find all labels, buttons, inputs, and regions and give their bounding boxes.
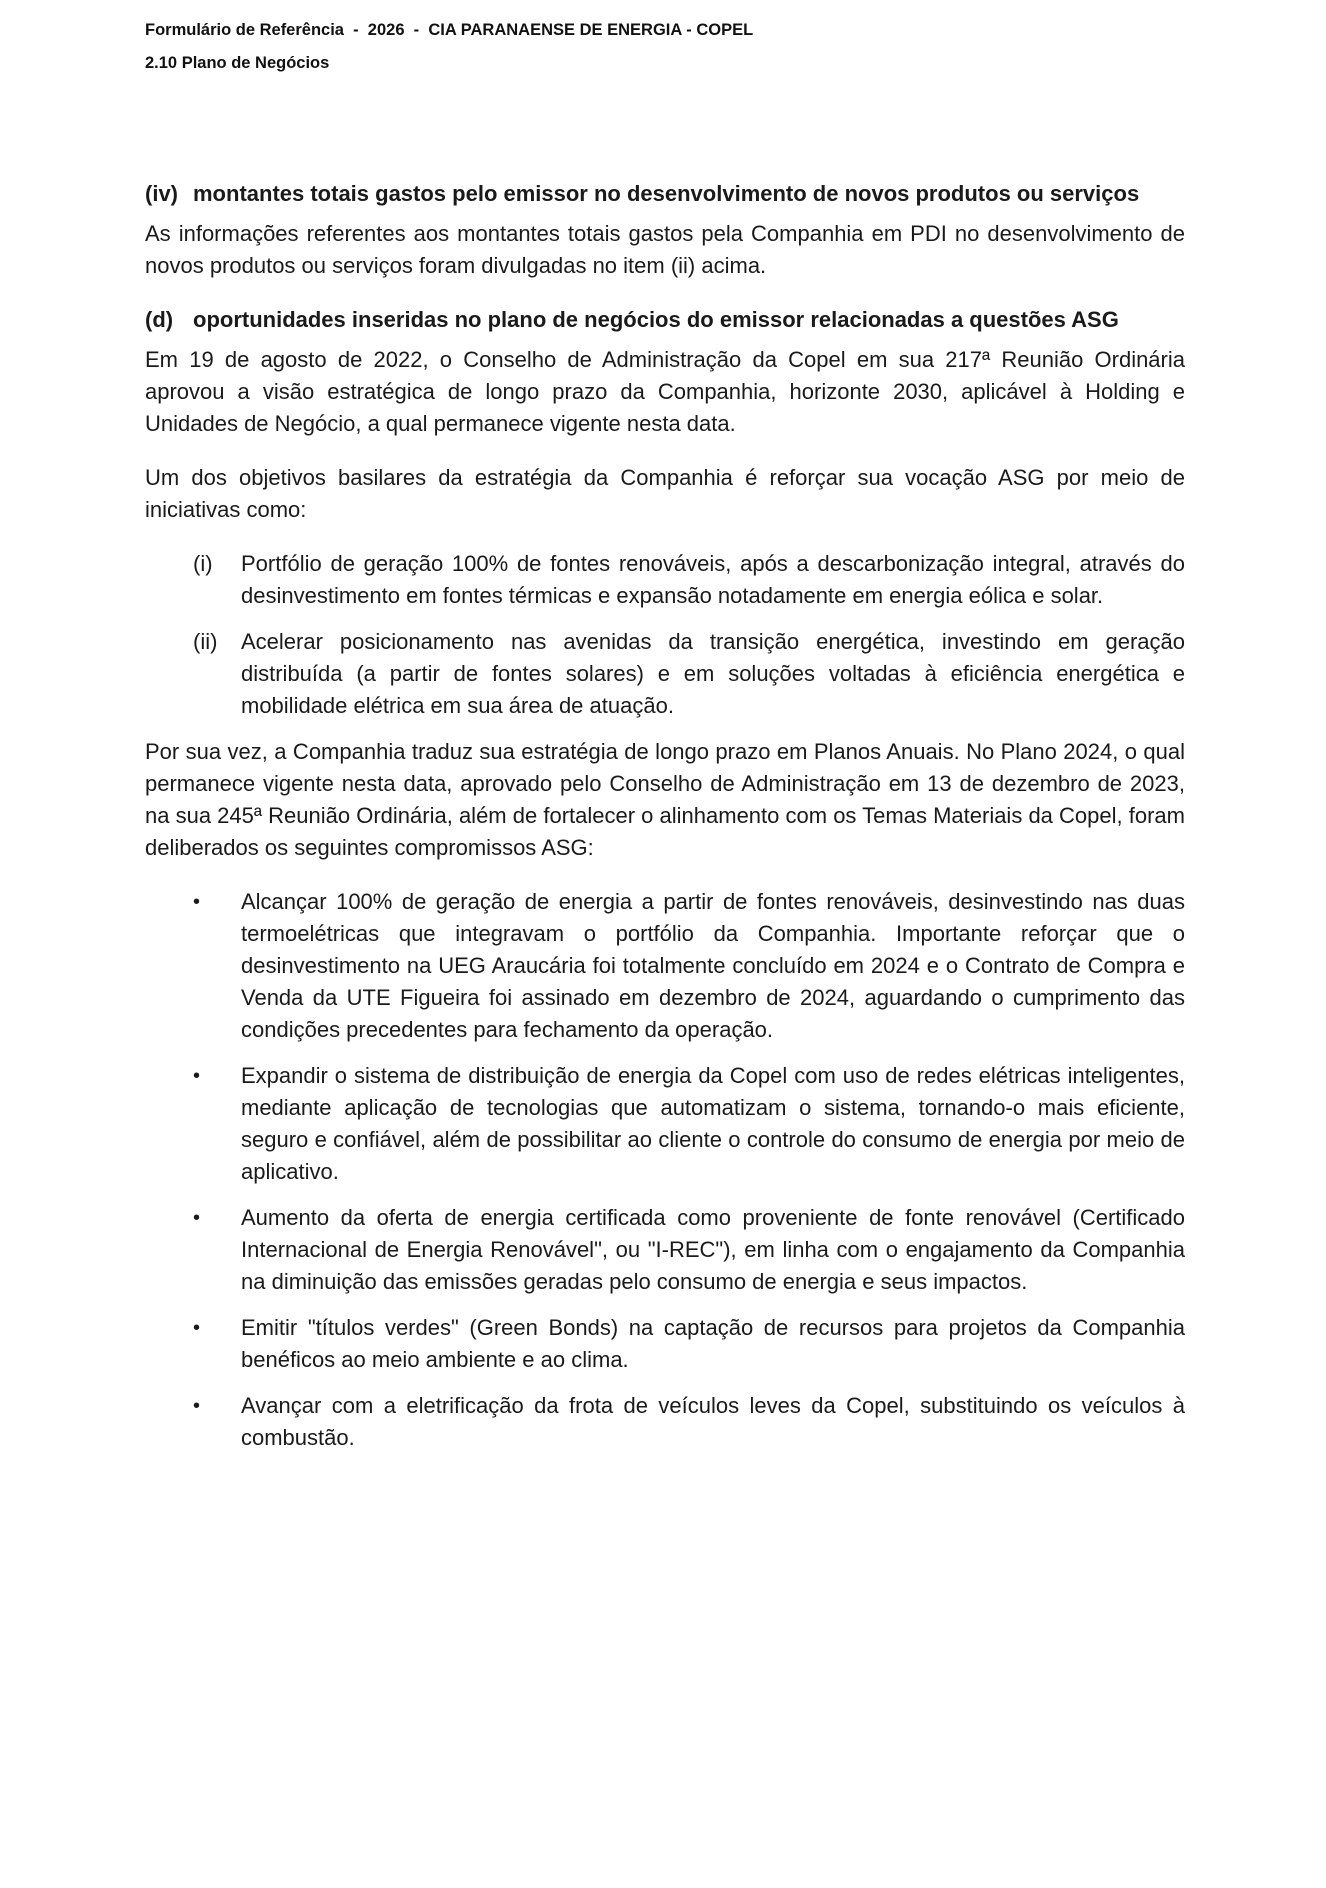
list-item xyxy=(145,548,1185,612)
header-section: 2.10 Plano de Negócios xyxy=(145,54,330,72)
bullet-icon: • xyxy=(193,1395,201,1417)
bullet-item xyxy=(145,1202,1185,1298)
list-item xyxy=(145,626,1185,722)
bullet-icon: • xyxy=(193,1317,201,1339)
bullet-item xyxy=(145,1390,1185,1454)
section-iv-marker: (iv) xyxy=(145,181,178,206)
section-d-paragraph-1: Em 19 de agosto de 2022, o Conselho de Administração da Copel em sua 217ª Reunião Ordinária aprovou a visão estratégica de longo prazo da Companhia, horizonte 2030, aplicável à Holding e Unidades de Negócio, a qual permanece vigente nesta data. xyxy=(145,347,1185,436)
bullet-item xyxy=(145,1060,1185,1188)
section-d-title: oportunidades inseridas no plano de negócios do emissor relacionadas a questões ASG xyxy=(193,307,1119,332)
list-item-marker: (i) xyxy=(193,551,213,576)
bullet-icon: • xyxy=(193,1207,201,1229)
bullet-item xyxy=(145,886,1185,1046)
document-body xyxy=(145,178,1185,1468)
list-item-text: Acelerar posicionamento nas avenidas da transição energética, investindo em geração distribuída (a partir de fontes solares) e em soluções voltadas à eficiência energética e mobilidade elétrica em sua área de atuação. xyxy=(241,629,1185,718)
bullet-item-text: Avançar com a eletrificação da frota de veículos leves da Copel, substituindo os veículos à combustão. xyxy=(241,1393,1185,1450)
header-title: Formulário de Referência - 2026 - CIA PARANAENSE DE ENERGIA - COPEL xyxy=(145,21,754,39)
section-d-paragraph-3: Por sua vez, a Companhia traduz sua estratégia de longo prazo em Planos Anuais. No Plano 2024, o qual permanece vigente nesta data, aprovado pelo Conselho de Administração em 13 de dezembro de 2023, na sua 245ª Reunião Ordinária, além de fortalecer o alinhamento com os Temas Materiais da Copel, foram deliberados os seguintes compromissos ASG: xyxy=(145,739,1185,860)
bullet-item-text: Alcançar 100% de geração de energia a partir de fontes renováveis, desinvestindo nas duas termoelétricas que integravam o portfólio da Companhia. Importante reforçar que o desinvestimento na UEG Araucária foi totalmente concluído em 2024 e o Contrato de Compra e Venda da UTE Figueira foi assinado em dezembro de 2024, aguardando o cumprimento das condições precedentes para fechamento da operação. xyxy=(241,889,1185,1042)
numbered-list xyxy=(145,548,1185,722)
bullet-icon: • xyxy=(193,891,201,913)
list-item-marker: (ii) xyxy=(193,629,218,654)
bullet-item-text: Expandir o sistema de distribuição de energia da Copel com uso de redes elétricas inteligentes, mediante aplicação de tecnologias que automatizam o sistema, tornando-o mais eficiente, seguro e confiável, além de possibilitar ao cliente o controle do consumo de energia por meio de aplicativo. xyxy=(241,1063,1185,1184)
section-iv-paragraph: As informações referentes aos montantes totais gastos pela Companhia em PDI no desenvolvimento de novos produtos ou serviços foram divulgadas no item (ii) acima. xyxy=(145,221,1185,278)
section-d-heading xyxy=(145,304,1185,336)
page-header xyxy=(145,14,753,80)
bullet-item-text: Emitir "títulos verdes" (Green Bonds) na captação de recursos para projetos da Companhia benéficos ao meio ambiente e ao clima. xyxy=(241,1315,1185,1372)
section-iv-heading xyxy=(145,178,1185,210)
section-iv-title: montantes totais gastos pelo emissor no desenvolvimento de novos produtos ou serviços xyxy=(193,181,1140,206)
section-d-marker: (d) xyxy=(145,307,174,332)
bullet-icon: • xyxy=(193,1065,201,1087)
list-item-text: Portfólio de geração 100% de fontes renováveis, após a descarbonização integral, através do desinvestimento em fontes térmicas e expansão notadamente em energia eólica e solar. xyxy=(241,551,1185,608)
bullet-item xyxy=(145,1312,1185,1376)
bullet-list xyxy=(145,886,1185,1454)
section-d-paragraph-2: Um dos objetivos basilares da estratégia da Companhia é reforçar sua vocação ASG por meio de iniciativas como: xyxy=(145,465,1185,522)
bullet-item-text: Aumento da oferta de energia certificada como proveniente de fonte renovável (Certificado Internacional de Energia Renovável", ou "I-REC"), em linha com o engajamento da Companhia na diminuição das emissões geradas pelo consumo de energia e seus impactos. xyxy=(241,1205,1185,1294)
